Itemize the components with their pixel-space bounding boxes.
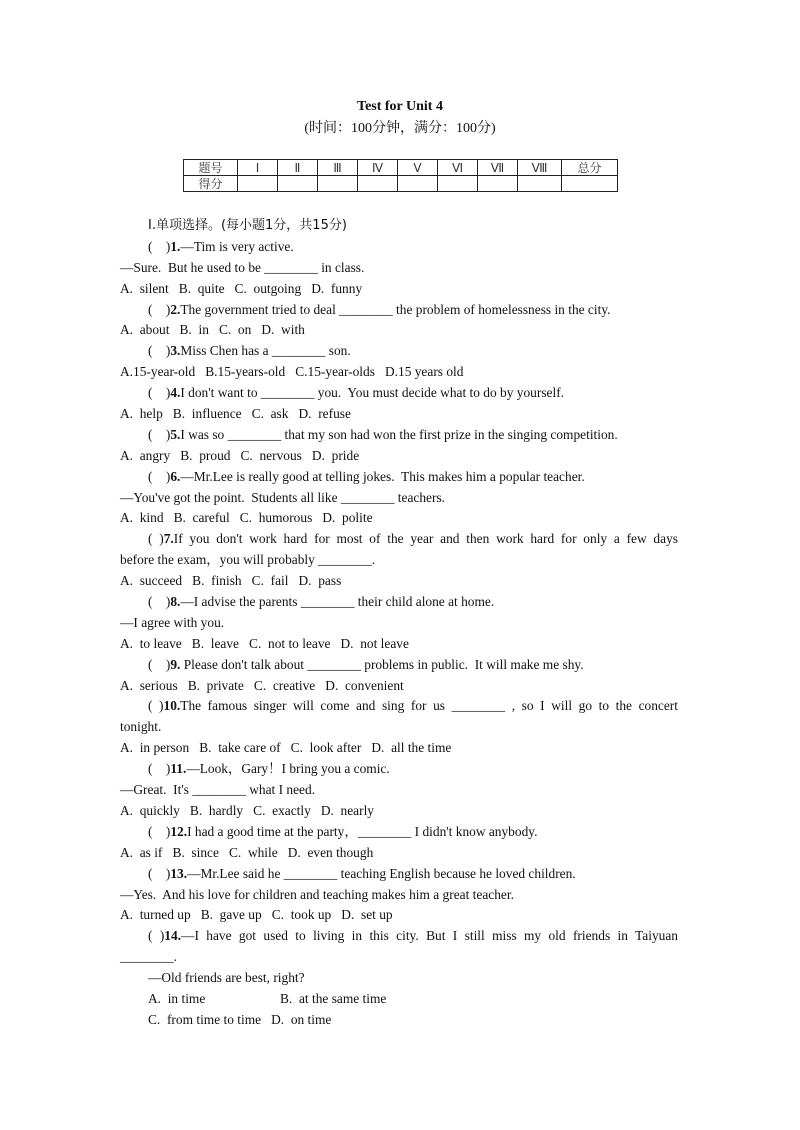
answer-bracket: ( ) [148,594,171,610]
question-options [120,1010,678,1031]
question-number: 13. [170,865,188,881]
question-dialogue: —You've got the point. Students all like ________ teachers. [120,489,445,505]
question-stem [120,237,678,258]
answer-bracket: ( ) [148,343,171,359]
question-stem [120,383,678,404]
answer-bracket: ( ) [148,928,165,944]
question-text: The government tried to deal ________ the problem of homelessness in the city. [180,301,611,317]
question-number: 3. [170,343,181,359]
question-stem [120,759,678,780]
score-cell [358,176,398,192]
answer-bracket: ( ) [148,865,171,881]
question-stem [120,467,678,488]
question-options: A. serious B. private C. creative D. convenient [120,677,404,693]
question-options: A. silent B. quite C. outgoing D. funny [120,280,363,296]
question-number: 11. [170,761,187,777]
question-options [120,989,678,1010]
question-number: 8. [170,594,181,610]
answer-bracket: ( ) [148,301,171,317]
question-number: 7. [163,531,174,547]
question-text: —Tim is very active. [180,238,294,254]
question-options: A. in person B. take care of C. look after D. all the time [120,740,452,756]
question-options: A. help B. influence C. ask D. refuse [120,406,351,422]
question-options: A. as if B. since C. while D. even though [120,844,374,860]
score-cell [398,176,438,192]
option-b: B. at the same time [280,990,387,1006]
score-table-score-row [184,176,618,192]
score-cell [478,176,518,192]
question-text: I was so ________ that my son had won the first prize in the singing competition. [180,426,618,442]
question-options: A. succeed B. finish C. fail D. pass [120,573,342,589]
page-subtitle: (时间：100分钟，满分：100分) [304,121,496,136]
section-heading: Ⅰ.单项选择。(每小题1分，共15分) [148,218,347,233]
score-table [183,159,618,192]
question-stem [120,425,678,446]
option-c: C. from time to time [148,1011,262,1027]
question-number: 14. [164,928,182,944]
score-cell [318,176,358,192]
question-stem [120,341,678,362]
score-header-cell: Ⅷ [518,160,562,176]
score-cell [238,176,278,192]
question-options: A.15-year-old B.15-years-old C.15-year-olds D.15 years old [120,364,464,380]
question-dialogue: —Yes. And his love for children and teaching makes him a great teacher. [120,886,514,902]
answer-bracket: ( ) [148,656,171,672]
score-cell [562,176,618,192]
question-number: 4. [170,385,181,401]
question-text: If you don't work hard for most of the year and then work hard for only a few days [173,531,678,547]
question-number: 1. [170,238,181,254]
score-header-cell: Ⅴ [398,160,438,176]
score-header-cell: Ⅱ [278,160,318,176]
question-stem [120,529,678,550]
question-dialogue: —Old friends are best, right? [148,970,305,986]
question-stem [120,864,678,885]
score-header-cell: Ⅲ [318,160,358,176]
score-table-header-row [184,160,618,176]
score-row-label: 得分 [184,176,238,192]
question-text: Please don't talk about ________ problems in public. It will make me shy. [180,656,584,672]
question-stem [120,696,678,717]
answer-bracket: ( ) [148,531,164,547]
answer-bracket: ( ) [148,823,171,839]
question-options: A. about B. in C. on D. with [120,322,305,338]
question-list [120,216,678,1031]
question-stem [120,655,678,676]
question-text: I don't want to ________ you. You must decide what to do by yourself. [180,385,565,401]
question-text: —I have got used to living in this city. But I still miss my old friends in Taiyuan [181,928,678,944]
option-a: A. in time [148,990,206,1006]
score-header-cell: Ⅵ [438,160,478,176]
answer-bracket: ( ) [148,238,171,254]
score-header-cell: Ⅳ [358,160,398,176]
question-stem [120,926,678,947]
question-dialogue: —I agree with you. [120,614,225,630]
answer-bracket: ( ) [148,426,171,442]
score-cell [518,176,562,192]
question-text: Miss Chen has a ________ son. [180,343,351,359]
question-stem [120,592,678,613]
question-text: —Mr.Lee is really good at telling jokes. This makes him a popular teacher. [180,468,585,484]
question-options: A. kind B. careful C. humorous D. polite [120,510,373,526]
question-number: 10. [163,698,181,714]
option-d: D. on time [271,1011,332,1027]
question-text: —Look，Gary！I bring you a comic. [186,761,390,777]
question-dialogue: —Sure. But he used to be ________ in class. [120,259,365,275]
question-text: —I advise the parents ________ their child alone at home. [180,594,495,610]
question-text: I had a good time at the party，________ I didn't know anybody. [187,823,538,839]
answer-bracket: ( ) [148,698,164,714]
score-header-cell: 题号 [184,160,238,176]
question-options: A. turned up B. gave up C. took up D. set up [120,907,393,923]
score-cell [438,176,478,192]
score-header-cell: Ⅶ [478,160,518,176]
question-stem [120,300,678,321]
question-continuation: ________. [120,949,177,965]
page-title: Test for Unit 4 [357,99,443,114]
question-number: 2. [170,301,181,317]
question-number: 6. [170,468,181,484]
score-cell [278,176,318,192]
question-number: 12. [170,823,188,839]
question-options: A. angry B. proud C. nervous D. pride [120,447,360,463]
answer-bracket: ( ) [148,385,171,401]
question-stem [120,822,678,843]
question-continuation: tonight. [120,719,162,735]
question-dialogue: —Great. It's ________ what I need. [120,782,316,798]
answer-bracket: ( ) [148,468,171,484]
question-number: 5. [170,426,181,442]
score-header-cell: Ⅰ [238,160,278,176]
question-options: A. quickly B. hardly C. exactly D. nearly [120,802,374,818]
answer-bracket: ( ) [148,761,171,777]
score-header-cell: 总分 [562,160,618,176]
question-options: A. to leave B. leave C. not to leave D. not leave [120,635,409,651]
question-continuation: before the exam，you will probably ________. [120,552,376,568]
question-text: The famous singer will come and sing for us ________ , so I will go to the concert [180,698,678,714]
question-number: 9. [170,656,181,672]
question-text: —Mr.Lee said he ________ teaching English because he loved children. [187,865,576,881]
